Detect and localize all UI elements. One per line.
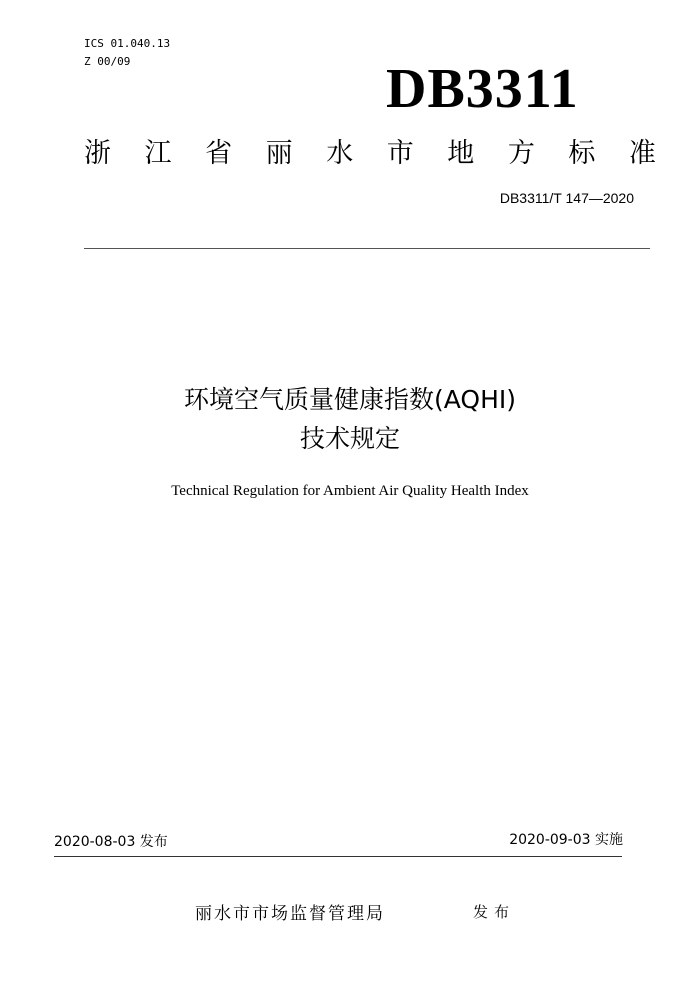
ics-code: ICS 01.040.13 bbox=[84, 37, 171, 50]
header-divider bbox=[84, 248, 650, 249]
standard-type-char: 水 bbox=[326, 138, 354, 169]
publisher-name: 丽水市市场监督管理局 bbox=[195, 904, 385, 924]
standard-type-char: 丽 bbox=[265, 138, 293, 169]
standard-type-char: 标 bbox=[568, 138, 596, 169]
standard-number: DB3311/T 147—2020 bbox=[499, 190, 634, 206]
standard-type-char: 江 bbox=[144, 138, 172, 169]
standard-type-char: 地 bbox=[447, 138, 475, 169]
issue-date: 2020-08-03 发布 bbox=[54, 834, 168, 850]
publish-label: 发布 bbox=[473, 903, 516, 921]
standard-type-char: 市 bbox=[386, 138, 414, 169]
standard-type-title bbox=[84, 136, 656, 172]
document-title-zh-line1: 环境空气质量健康指数(AQHI) bbox=[183, 385, 517, 414]
document-title-zh-line2: 技术规定 bbox=[299, 424, 400, 453]
implementation-date: 2020-09-03 实施 bbox=[509, 832, 623, 848]
standard-type-char: 方 bbox=[507, 138, 535, 169]
footer-divider bbox=[54, 856, 622, 857]
standard-type-char: 省 bbox=[205, 138, 233, 169]
standard-code-big: DB3311 bbox=[386, 58, 579, 120]
standard-type-char: 浙 bbox=[84, 138, 111, 169]
standard-type-char: 准 bbox=[628, 138, 656, 169]
classification-code: Z 00/09 bbox=[84, 55, 131, 68]
document-title-en: Technical Regulation for Ambient Air Quality Health Index bbox=[171, 483, 529, 499]
